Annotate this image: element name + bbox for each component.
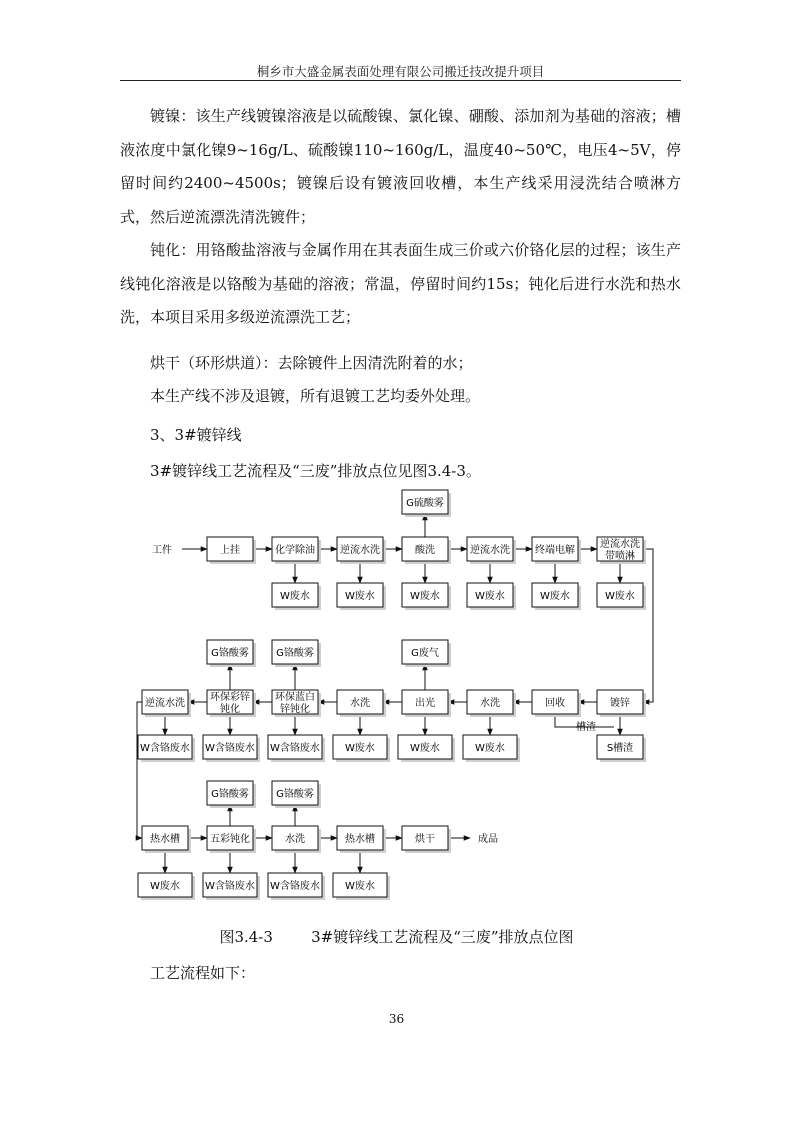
process-box-row1-5 <box>467 537 516 564</box>
waste-box-row2-2 <box>463 735 520 762</box>
paragraph-nickel-plating: 镀镍：该生产线镀镍溶液是以硫酸镍、氯化镍、硼酸、添加剂为基础的溶液；槽液浓度中氯化镍9~16g/L、硫酸镍110~160g/L，温度40~50℃，电压4~5V，停留时间约2400~4500s；镀镍后设有镀液回收槽，本生产线采用浸洗结合喷淋方式，然后逆流漂洗清洗镀件； <box>120 107 681 226</box>
process-box-row2-8 <box>142 690 191 717</box>
waste-box-row3-4-label: W废水 <box>345 881 375 892</box>
waste-box-row2-5-label: W含铬废水 <box>270 743 320 754</box>
paragraph-process-intro: 工艺流程如下： <box>150 964 256 982</box>
waste-box-row3-2-label: W含铬废水 <box>205 881 255 892</box>
process-box-row2-4 <box>402 690 451 717</box>
waste-box-row3-1 <box>138 873 195 900</box>
page-number: 36 <box>388 1012 405 1026</box>
waste-box-row2-7 <box>138 735 195 762</box>
process-box-row1-3 <box>337 537 386 564</box>
process-box-row2-2 <box>532 690 581 717</box>
process-box-row2-5-label: 水洗 <box>350 698 370 709</box>
process-box-row1-3-label: 逆流水洗 <box>340 545 380 556</box>
gas-box-row2-1-label: G废气 <box>411 648 439 659</box>
page-header: 桐乡市大盛金属表面处理有限公司搬迁技改提升项目 <box>256 64 545 79</box>
process-box-row2-1-label: 镀锌 <box>610 698 630 709</box>
gas-box-row3-2-label: G铬酸雾 <box>276 789 314 800</box>
waste-box-row1-6-label: W废水 <box>605 591 635 602</box>
waste-box-row1-5-label: W废水 <box>540 591 570 602</box>
waste-box-row3-4 <box>333 873 390 900</box>
waste-box-row2-2-label: W废水 <box>475 743 505 754</box>
waste-box-row3-2 <box>203 873 260 900</box>
process-box-row2-3 <box>467 690 516 717</box>
process-box-row2-4-label: 出光 <box>415 698 435 709</box>
input-label-workpiece: 工件 <box>152 545 172 556</box>
waste-box-row2-7-label: W含铬废水 <box>140 743 190 754</box>
waste-box-row1-4 <box>467 583 516 610</box>
process-box-row1-6 <box>532 537 581 564</box>
paragraph-stripping: 本生产线不涉及退镀，所有退镀工艺均委外处理。 <box>150 387 481 405</box>
process-box-row1-4 <box>402 537 451 564</box>
gas-box-row2-3 <box>207 640 256 667</box>
process-box-row2-3-label: 水洗 <box>480 698 500 709</box>
paragraph-drying: 烘干（环形烘道）：去除镀件上因清洗附着的水； <box>150 354 473 372</box>
gas-box-row3-1 <box>207 781 256 808</box>
waste-box-row1-4-label: W废水 <box>475 591 505 602</box>
waste-box-row2-4-label: W废水 <box>345 743 375 754</box>
waste-box-row2-4 <box>333 735 390 762</box>
process-box-row1-2 <box>272 537 321 564</box>
process-box-row1-6-label: 终端电解 <box>535 545 575 556</box>
process-box-row2-5 <box>337 690 386 717</box>
flow-arrow <box>137 702 142 838</box>
gas-box-row2-2 <box>272 640 321 667</box>
process-box-row2-7 <box>207 690 256 717</box>
process-box-row2-7-label: 钝化 <box>220 704 240 715</box>
gas-box-row1 <box>402 490 451 517</box>
slag-annotation: 槽渣 <box>576 722 596 733</box>
waste-box-row1-1-label: W废水 <box>280 591 310 602</box>
process-box-row3-4 <box>337 826 386 853</box>
process-box-row2-6-label: 锌钝化 <box>280 704 310 715</box>
process-box-row2-6 <box>272 690 321 717</box>
process-box-row1-4-label: 酸洗 <box>415 545 435 556</box>
process-box-row3-4-label: 热水槽 <box>345 834 375 845</box>
waste-box-row1-1 <box>272 583 321 610</box>
process-box-row3-3 <box>272 826 321 853</box>
figure-caption <box>0 926 793 947</box>
waste-box-row1-6 <box>597 583 646 610</box>
process-box-row2-1 <box>597 690 646 717</box>
process-box-row2-6-label: 环保蓝白 <box>275 692 315 703</box>
process-box-row2-7-label: 环保彩锌 <box>210 692 250 703</box>
process-box-row3-2-label: 五彩钝化 <box>210 834 250 845</box>
gas-box-row3-1-label: G铬酸雾 <box>211 789 249 800</box>
waste-box-row3-3-label: W含铬废水 <box>270 881 320 892</box>
waste-box-row1-3-label: W废水 <box>410 591 440 602</box>
process-box-row3-2 <box>207 826 256 853</box>
waste-box-row2-1-label: S槽渣 <box>606 743 634 754</box>
process-box-row1-5-label: 逆流水洗 <box>470 545 510 556</box>
process-box-row3-1-label: 热水槽 <box>150 834 180 845</box>
process-box-row1-7 <box>597 537 646 564</box>
waste-box-row1-5 <box>532 583 581 610</box>
process-box-row3-3-label: 水洗 <box>285 834 305 845</box>
waste-box-row1-2 <box>337 583 386 610</box>
process-box-row1-7-label: 带喷淋 <box>605 551 635 562</box>
waste-box-row2-6-label: W含铬废水 <box>205 743 255 754</box>
waste-box-row2-6 <box>203 735 260 762</box>
gas-box-row2-1 <box>402 640 451 667</box>
process-box-row2-8-label: 逆流水洗 <box>145 698 185 709</box>
process-box-row3-5 <box>402 826 451 853</box>
paragraph-figure-reference: 3#镀锌线工艺流程及“三废”排放点位见图3.4-3。 <box>150 462 481 480</box>
waste-box-row3-3 <box>268 873 325 900</box>
figure-number: 图3.4-3 <box>219 928 273 946</box>
process-box-row1-1-label: 上挂 <box>220 545 240 556</box>
output-label-product: 成品 <box>478 834 498 845</box>
waste-box-row2-1 <box>597 735 646 762</box>
waste-box-row2-3 <box>398 735 455 762</box>
paragraph-passivation: 钝化：用铬酸盐溶液与金属作用在其表面生成三价或六价铬化层的过程；该生产线钝化溶液是以铬酸为基础的溶液；常温，停留时间约15s；钝化后进行水洗和热水洗，本项目采用多级逆流漂洗工艺； <box>120 241 681 326</box>
process-box-row2-2-label: 回收 <box>545 698 565 709</box>
flow-arrow <box>643 549 653 702</box>
gas-box-row2-2-label: G铬酸雾 <box>276 648 314 659</box>
waste-box-row3-1-label: W废水 <box>150 881 180 892</box>
section-heading-zinc-line: 3、3#镀锌线 <box>150 426 242 444</box>
waste-box-row1-3 <box>402 583 451 610</box>
process-box-row1-1 <box>207 537 256 564</box>
figure-title: 3#镀锌线工艺流程及“三废”排放点位图 <box>311 928 574 946</box>
process-box-row3-1 <box>142 826 191 853</box>
waste-box-row2-3-label: W废水 <box>410 743 440 754</box>
process-box-row1-7-label: 逆流水洗 <box>600 539 640 550</box>
process-box-row1-2-label: 化学除油 <box>275 545 315 556</box>
process-box-row3-5-label: 烘干 <box>415 834 435 845</box>
waste-box-row1-2-label: W废水 <box>345 591 375 602</box>
waste-box-row2-5 <box>268 735 325 762</box>
gas-box-row3-2 <box>272 781 321 808</box>
gas-box-row1-label: G硫酸雾 <box>406 498 444 509</box>
gas-box-row2-3-label: G铬酸雾 <box>211 648 249 659</box>
